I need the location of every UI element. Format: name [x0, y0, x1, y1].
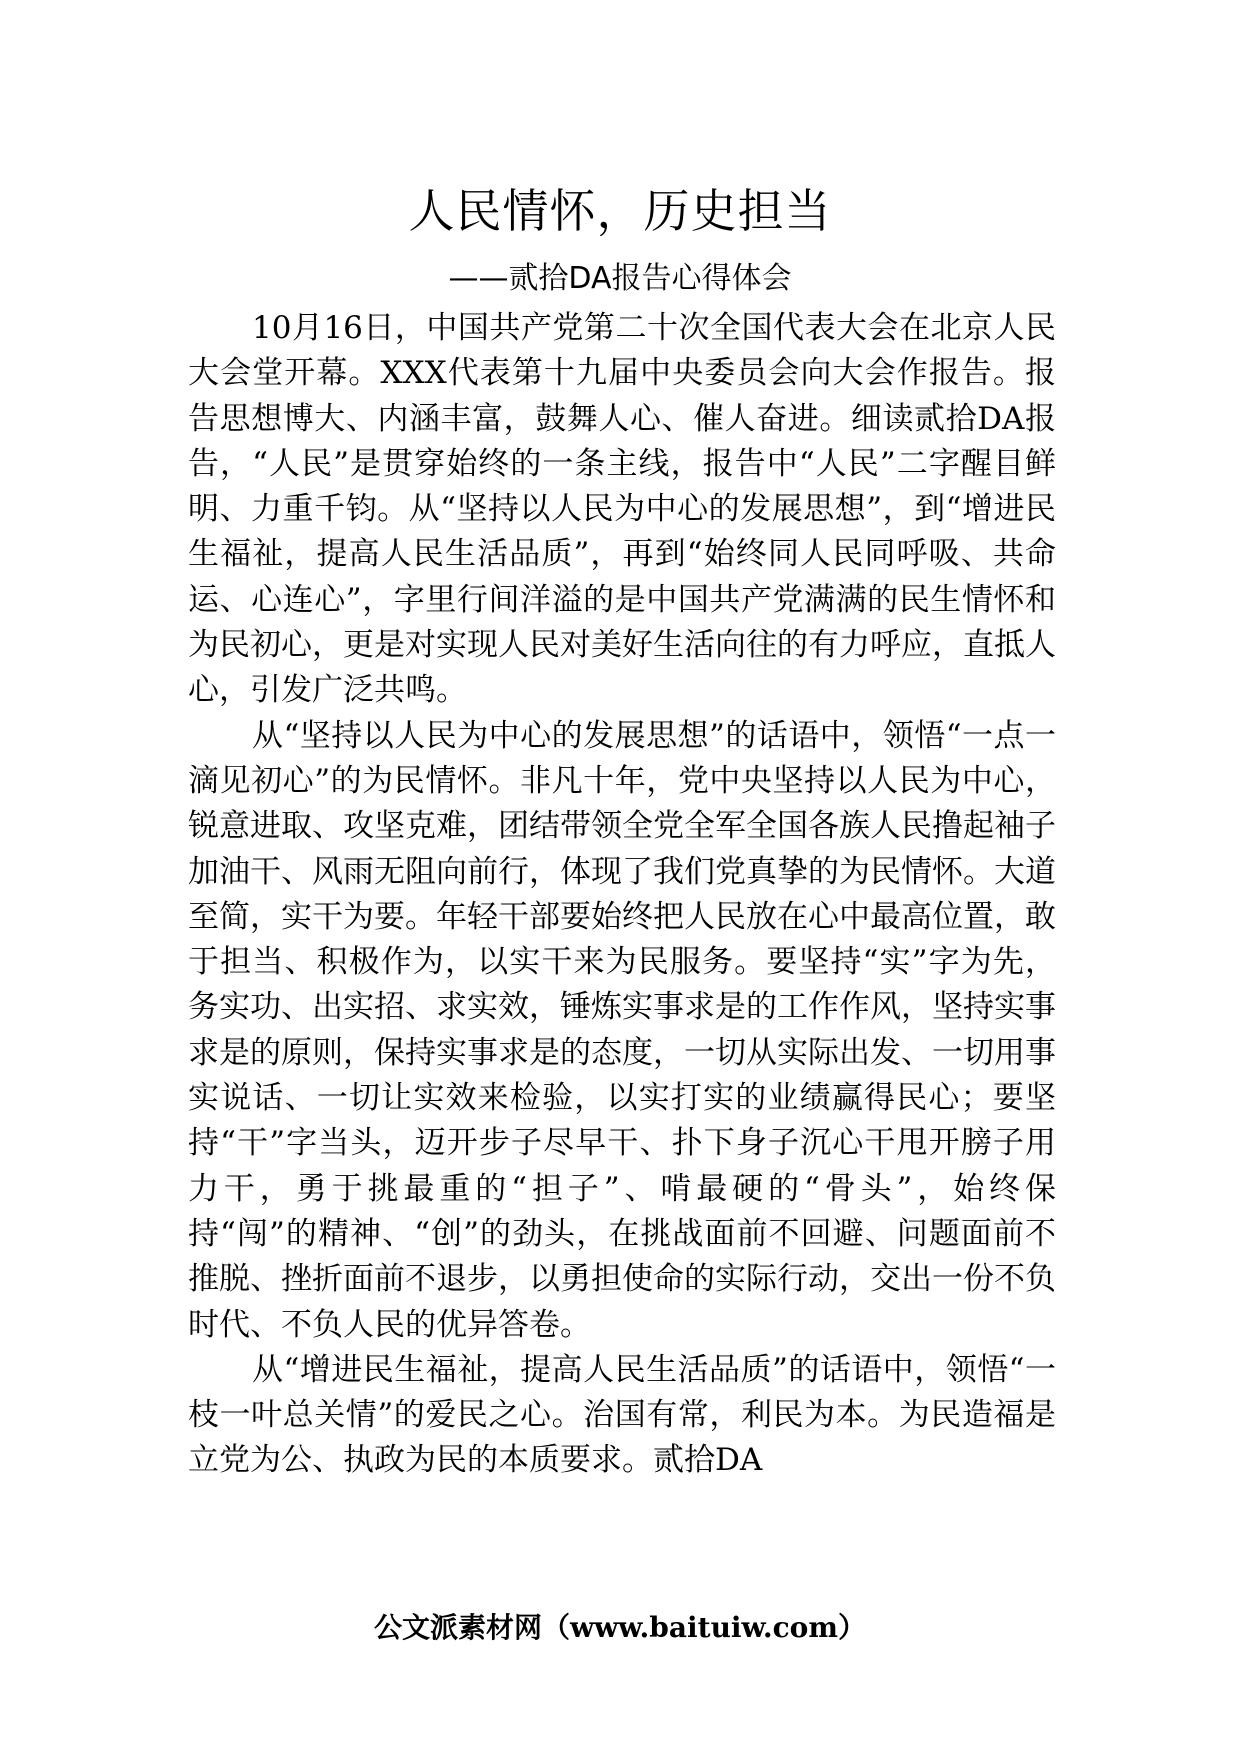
paragraph-2: 从“坚持以人民为中心的发展思想”的话语中，领悟“一点一滴见初心”的为民情怀。非凡十年，党中央坚持以人民为中心，锐意进取、攻坚克难，团结带领全党全军全国各族人民撸起袖子加油干、风雨无阻向前行，体现了我们党真挚的为民情怀。大道至简，实干为要。年轻干部要始终把人民放在心中最高位置，敢于担当、积极作为，以实干来为民服务。要坚持“实”字为先，务实功、出实招、求实效，锤炼实事求是的工作作风，坚持实事求是的原则，保持实事求是的态度，一切从实际出发、一切用事实说话、一切让实效来检验，以实打实的业绩赢得民心；要坚持“干”字当头，迈开步子尽早干、扑下身子沉心干甩开膀子用力干，勇于挑最重的“担子”、啃最硬的“骨头”，始终保持“闯”的精神、“创”的劲头，在挑战面前不回避、问题面前不推脱、挫折面前不退步，以勇担使命的实际行动，交出一份不负时代、不负人民的优异答卷。 [188, 717, 1056, 1343]
paragraph-3: 从“增进民生福祉，提高人民生活品质”的话语中，领悟“一枝一叶总关情”的爱民之心。治国有常，利民为本。为民造福是立党为公、执政为民的本质要求。贰拾DA [188, 1351, 1056, 1479]
document-title: 人民情怀，历史担当 [408, 184, 832, 238]
document-body [188, 306, 1056, 1484]
paragraph-1: 10月16日，中国共产党第二十次全国代表大会在北京人民大会堂开幕。XXX代表第十九届中央委员会向大会作报告。报告思想博大、内涵丰富，鼓舞人心、催人奋进。细读贰拾DA报告，“人民”是贯穿始终的一条主线，报告中“人民”二字醒目鲜明、力重千钧。从“坚持以人民为中心的发展思想”，到“增进民生福祉，提高人民生活品质”，再到“始终同人民同呼吸、共命运、心连心”，字里行间洋溢的是中国共产党满满的民生情怀和为民初心，更是对实现人民对美好生活向往的有力呼应，直抵人心，引发广泛共鸣。 [188, 310, 1056, 709]
page-footer: 公文派素材网（www.baituiw.com） [374, 1611, 866, 1644]
document-subtitle: ——贰拾DA报告心得体会 [448, 261, 792, 296]
